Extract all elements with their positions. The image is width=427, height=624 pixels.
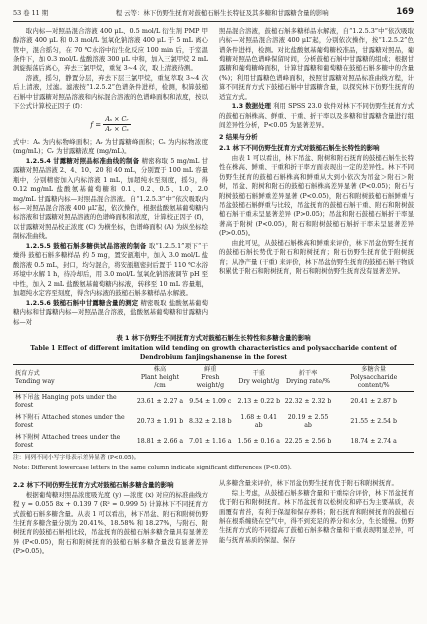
lower-right-column [219, 479, 414, 557]
subsection-text: 取“1.2.5.1”项下“干燥得 鼓槌石斛多糖样品 约 5 mg，置安瓿瓶中，加入 3.0 mol/L 盐酸溶液 0.5 mL，封口，均匀混合，将安瓿瓶密封后置于 110 ℃水浴环境中水解 1 h，待冷却后，用 3.0 mol/L 氢氧化钠溶液调节 pH 至中性，加入 2 mL 盐酸氨基葡萄糖内标液，转移至 10 mL 容量瓶，加超纯水定容至刻度，得含内标液的鼓槌石斛多糖样品水解液。 [13, 241, 208, 298]
left-column [13, 27, 208, 328]
heading-2-2 [13, 481, 208, 490]
subsection-label: 1.2.5.4 [25, 156, 51, 165]
table-header-row [13, 364, 414, 391]
table-cell: 20.41 ± 2.87 b [350, 398, 397, 406]
table-cell: 23.61 ± 2.27 a [136, 398, 184, 406]
table-caption-cn: 表 1 林下仿野生不同抚育方式对鼓槌石斛生长特性和多糖含量的影响 [116, 334, 311, 343]
column-header: 抚育方式 Tending way [15, 369, 55, 386]
page-number: 169 [396, 7, 414, 17]
subsection-title: 鼓槌石斛多糖供试品溶液的制备 [53, 241, 147, 250]
table-row [13, 392, 414, 413]
subsection-text: 精密称取 5 mg/mL 甘露糖对照品溶液 2、4、10、20 和 40 mL，分别置于 100 mL 容量瓶中，分别精密加入内标溶液 1 mL，加超纯水至刻度，摇匀，得 0.12 mg/mL 盐酸氨基葡萄糖和 0.1、0.2、0.5、1.0、2.0 mg/mL 甘露糖内标—对照品混合溶液。自“1.2.5.3”中“依次吸取内标—对照品混合溶液 400 μL”起，依次操作，根据盐酸氨基葡萄糖内标溶液和甘露糖对照品溶液的色谱峰面积和浓度，计算校正因子 (f)，以甘露糖对照品校正浓度 (C) 为横坐标，色谱峰面积 (A) 为纵坐标绘制标准曲线。 [13, 156, 208, 241]
formula-numerator: Aₛ × Cᵣ [103, 115, 130, 125]
correction-factor-formula [13, 115, 208, 135]
table-cell: 21.55 ± 2.54 b [350, 418, 397, 426]
section-label: 1.3 [231, 102, 244, 111]
right-column [219, 27, 414, 328]
heading-2-1 [219, 144, 414, 153]
column-header: 多糖含量 Polysaccharide content/% [350, 365, 398, 390]
subsection-title: 鼓槌石斛中甘露糖含量的测定 [53, 298, 139, 307]
table-cell: 1.56 ± 0.16 a [237, 438, 280, 446]
running-title: 程 云等：林下仿野生抚育对鼓槌石斛生长特征及其多糖和甘露糖含量的影响 [115, 9, 329, 18]
table-cell: 22.25 ± 2.56 b [284, 438, 332, 446]
paragraph: 由此可见，从鼓槌石斛株高和鲜重来评价，林下吊盆仿野生抚育的鼓槌石斛长势优于附石和附树抚育；附石仿野生抚育优于附树抚育；从净产量 (干重) 来评价，林下吊盆仿野生抚育的鼓槌石斛干物质积累优于附石和附树抚育，附石和附树仿野生抚育没有显著差异。 [219, 238, 414, 276]
column-header: 干重 Dry weight/g [238, 369, 280, 386]
paragraph: 溶液，摇匀，静置分层，弃去下层三氯甲烷，重复萃取 3~4 次后上清液，过滤。滤液按“1.2.5.2”色谱条件进样，检测，积算鼓槌石斛中甘露糖对照品溶液和内标混合溶液的色谱峰面积和浓度，按以下公式计算校正因子 (f)： [13, 73, 208, 111]
paragraph: 根据葡萄糖对照品浓度吸光度 (y) —浓度 (x) 对应的标准曲线方程 y = 0.055 8x + 0.139 7 (R² = 0.999 5) 计算林下不同抚育方式鼓槌石斛多糖含量。从表 1 可以看出，林下吊盆、附石和附树仿野生抚育多糖含量分别为 20.41%、18.58% 和 18.27%，与附石、附树抚育的鼓槌石斛相比较，吊盆抚育的鼓槌石斛多糖含量具有显著差异 (P<0.05)，附石和附树抚育的鼓槌石斛多糖含量没有显著差异 (P>0.05)。 [13, 490, 208, 556]
heading-title: 结果与分析 [225, 132, 258, 141]
section-title: 数据处理 [245, 102, 271, 111]
lower-left-column [13, 479, 208, 557]
lower-columns [13, 479, 414, 557]
paragraph: 综上考虑，从鼓槌石斛多糖含量和干重综合评价，林下吊盆抚育优于附石和附树抚育。林下吊盆抚育以松树皮和碎石为主要基质，表面覆有青苔，有利于保湿和保存养料；附石抚育和附树抚育的鼓槌石斛在根系缠绕在空气中，得不到充足的养分和水分，生长缓慢。仿野生抚育方式的不同提高了鼓槌石斛多糖含量和干重表现明显差异，可能与抚育基质的保湿、保存 [219, 488, 414, 544]
data-table [13, 364, 414, 454]
subsection-1-2-5-4 [13, 157, 208, 242]
table-row [13, 432, 414, 453]
table-1 [13, 334, 414, 473]
subsection-1-2-5-5 [13, 242, 208, 299]
column-header: 株高 Plant height /cm [140, 365, 180, 390]
paragraph: 取内标—对照品混合溶液 400 μL、0.5 mol/L 衍生剂 PMP 甲醇溶液 400 μL 和 0.3 mol/L 氢氧化钠溶液 400 μL 于 5 mL 离心管中，混合摇匀，在 70 ℃水浴中衍生化反应 100 min 后，于室温条件下，加 0.3 mol/L 盐酸溶液 300 μL 中和，加入三氯甲烷 2 mL 涡旋振荡后离心，弃去三氯甲烷，重复 3~4 次，取上清液待测。 [13, 26, 208, 73]
row-label: 林下附石 Attached stones under the forest [15, 414, 125, 430]
table-cell: 2.13 ± 0.22 b [237, 398, 281, 406]
formula-lhs: f = [90, 120, 102, 129]
formula-fraction [103, 115, 130, 135]
column-header: 折干率 Drying rate/% [285, 369, 331, 386]
heading-results [219, 133, 414, 142]
row-label: 林下吊盆 Hanging pots under the forest [15, 394, 117, 410]
paragraph: 照品混合溶液，鼓槌石斛多糖样品水解液，自“1.2.5.3”中“依次吸取内标—对照品混合溶液 400 μL”起，分别依次操作，按“1.2.5.2”色谱条件进样，检测。对比盐酸氨基葡萄糖校准品，甘露糖对照品，葡萄糖对照品色谱峰保留时间，分析鼓槌石斛中甘露糖的组成；根据甘露糖和葡萄糖峰面积，计算甘露糖和葡萄糖在鼓槌石斛多糖中的含量 (%)；利用甘露糖色谱峰面积，按照甘露糖对照品标准曲线方程，计算不同抚育方式下鼓槌石斛中甘露糖含量，以探究林下仿野生抚育的适宜方式。 [219, 26, 414, 101]
subsection-label: 1.2.5.6 [25, 298, 51, 307]
heading-title: 林下不同仿野生抚育方式对鼓槌石斛多糖含量的影响 [26, 481, 174, 490]
subsection-title: 甘露糖对照品标准曲线的制备 [53, 156, 140, 165]
subsection-1-2-5-6 [13, 299, 208, 327]
paragraph: 式中：Aₛ 为内标物峰面积；Aᵣ 为甘露糖峰面积；Cₛ 为内标物浓度 (mg/mL)；Cᵣ 为甘露糖浓度 (mg/mL)。 [13, 137, 208, 156]
paragraph: 从多糖含量来评价，林下吊盆仿野生抚育优于附石和附树抚育。 [219, 479, 398, 488]
table-note-cn: 注：同列不同小写字母表示差异显著 (P<0.05)。 [13, 455, 140, 462]
table-cell: 18.74 ± 2.74 a [350, 438, 397, 446]
table-cell: 20.19 ± 2.55 ab [287, 414, 329, 430]
volume-issue: 53 卷 11 期 [13, 9, 49, 18]
table-cell: 22.32 ± 2.32 b [284, 398, 332, 406]
heading-label: 2.2 [13, 481, 25, 490]
subsection-text: 精密吸取 盐酸氨基葡萄糖内标和甘露糖内标—对照品混合溶液，盐酸氨基葡萄糖和甘露糖内标—对 [13, 298, 208, 326]
table-row [13, 412, 414, 432]
heading-title: 林下不同仿野生抚育方式对鼓槌石斛生长特性的影响 [232, 144, 380, 153]
section-text: 利用 SPSS 23.0 软件对林下不同仿野生抚育方式的鼓槌石斛株高、鲜重、干重、折干率以及多糖和甘露糖含量进行组间差异性分析，P<0.05 为显著差异。 [219, 102, 414, 130]
column-header: 鲜重 Fresh weight/g [196, 365, 225, 390]
formula-denominator: Aᵣ × Cₛ [105, 125, 129, 134]
paragraph: 由表 1 可以看出，林下吊盆、附树和附石抚育的鼓槌石斛生长特性在株高、鲜重、干重和折干率方面表现出一定的差异性。林下不同仿野生抚育的鼓槌石斛株高和鲜重从大到小依次为吊盆＞附石＞附树，吊盆、附树和附石的鼓槌石斛株高差异显著 (P<0.05)；附石与附树鼓槌石斛鲜重差异显著 (P<0.05)，附石和附树鼓槌石斛鲜重与吊盆鼓槌石斛鲜重与比较，吊盆抚育的鼓槌石斛干重、附石和附树鼓槌石斛干重未呈显著差异 (P>0.05)；吊盆和附石鼓槌石斛折干率显著高于附树 (P<0.05)，附石和附树鼓槌石斛折干率未呈显著差异 (P>0.05)。 [219, 153, 414, 238]
table-note-en: Note: Different lowercase letters in the same column indicate significant differences (P<0.05). [13, 465, 292, 472]
upper-columns [13, 27, 414, 328]
table-cell: 7.01 ± 1.16 a [189, 438, 232, 446]
table-caption-en: Table 1 Effect of different imitation wild tending on growth characteristics and polysaccharide content of Dendrobium fanjingshanense in the forest [30, 344, 397, 361]
table-cell: 8.32 ± 2.18 b [189, 418, 232, 426]
subsection-label: 1.2.5.5 [25, 241, 51, 250]
section-1-3 [219, 102, 414, 130]
row-label: 林下附树 Attached trees under the forest [15, 434, 121, 450]
table-cell: 9.54 ± 1.09 c [189, 398, 232, 406]
table-cell: 18.81 ± 2.66 a [136, 438, 184, 446]
heading-label: 2.1 [219, 144, 231, 153]
heading-label: 2 [219, 132, 224, 141]
table-cell: 20.73 ± 1.91 b [136, 418, 184, 426]
table-cell: 1.68 ± 0.41 ab [240, 414, 278, 430]
running-header [13, 6, 414, 22]
